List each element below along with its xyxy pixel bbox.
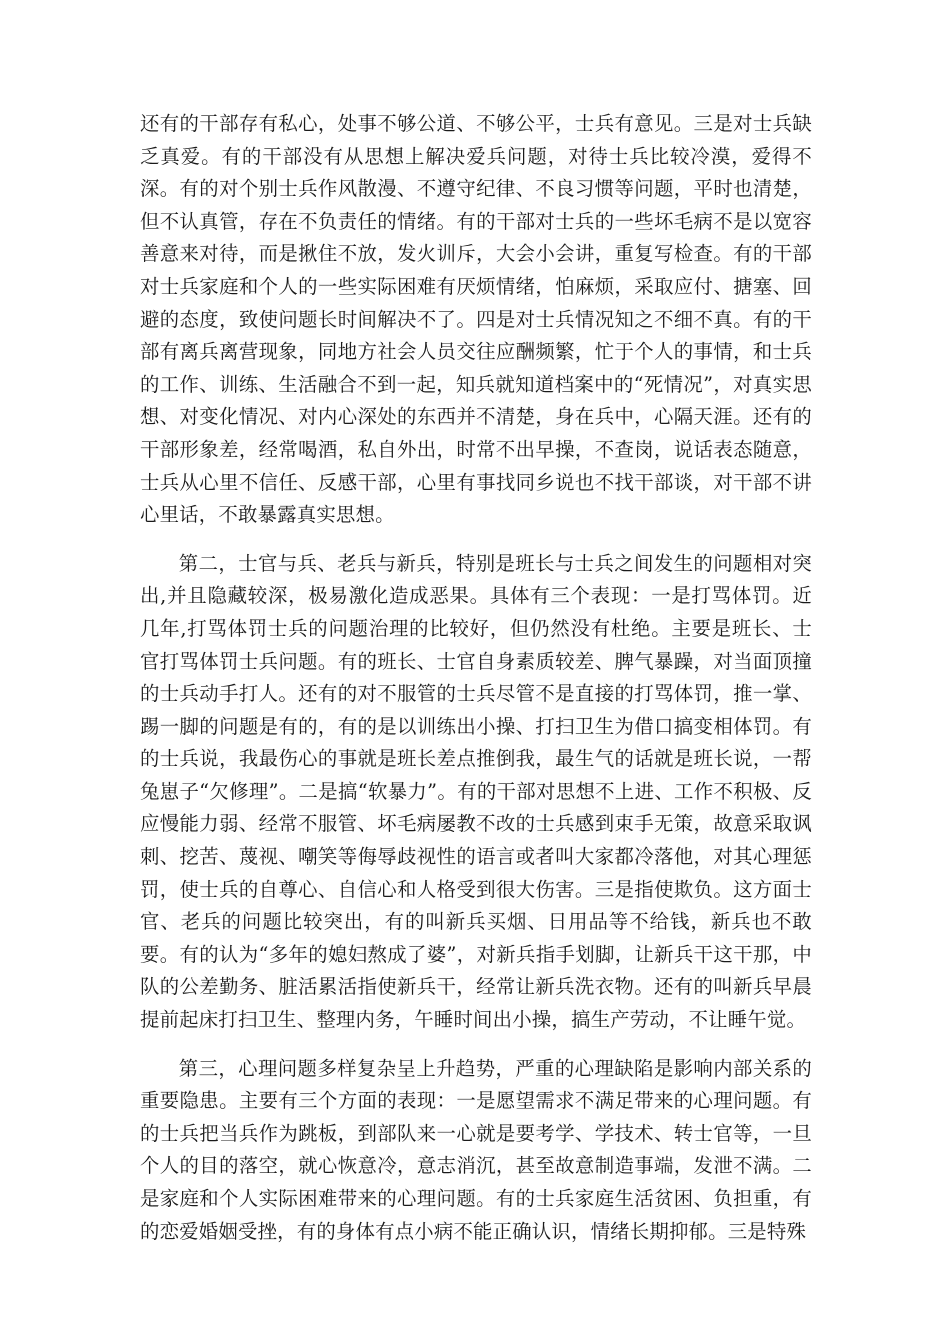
- paragraph-3: 第三，心理问题多样复杂呈上升趋势，严重的心理缺陷是影响内部关系的重要隐患。主要有三个方面的表现：一是愿望需求不满足带来的心理问题。有的士兵把当兵作为跳板，到部队来一心就是要考学、学技术、转士官等，一旦个人的目的落空，就心恢意冷，意志消沉，甚至故意制造事端，发泄不满。二是家庭和个人实际困难带来的心理问题。有的士兵家庭生活贫困、负担重，有的恋爱婚姻受挫，有的身体有点小病不能正确认识，情绪长期抑郁。三是特殊: [140, 1056, 812, 1243]
- document-page: [140, 108, 812, 1248]
- paragraph-2: 第二，士官与兵、老兵与新兵，特别是班长与士兵之间发生的问题相对突出,并且隐藏较深，极易激化造成恶果。具体有三个表现：一是打骂体罚。近几年,打骂体罚士兵的问题治理的比较好，但仍然没有杜绝。主要是班长、士官打骂体罚士兵问题。有的班长、士官自身素质较差、脾气暴躁，对当面顶撞的士兵动手打人。还有的对不服管的士兵尽管不是直接的打骂体罚，推一掌、踢一脚的问题是有的，有的是以训练出小操、打扫卫生为借口搞变相体罚。有的士兵说，我最伤心的事就是班长差点推倒我，最生气的话就是班长说，一帮兔崽子“欠修理”。二是搞“软暴力”。有的干部对思想不上进、工作不积极、反应慢能力弱、经常不服管、坏毛病屡教不改的士兵感到束手无策，故意采取讽刺、挖苦、蔑视、嘲笑等侮辱歧视性的语言或者叫大家都冷落他，对其心理惩罚，使士兵的自尊心、自信心和人格受到很大伤害。三是指使欺负。这方面士官、老兵的问题比较突出，有的叫新兵买烟、日用品等不给钱，新兵也不敢要。有的认为“多年的媳妇熬成了婆”，对新兵指手划脚，让新兵干这干那，中队的公差勤务、脏活累活指使新兵干，经常让新兵洗衣物。还有的叫新兵早晨提前起床打扫卫生、整理内务，午睡时间出小操，搞生产劳动，不让睡午觉。: [140, 551, 812, 1032]
- paragraph-1: 还有的干部存有私心，处事不够公道、不够公平，士兵有意见。三是对士兵缺乏真爱。有的干部没有从思想上解决爱兵问题，对待士兵比较冷漠，爱得不深。有的对个别士兵作风散漫、不遵守纪律、不良习惯等问题，平时也清楚，但不认真管，存在不负责任的情绪。有的干部对士兵的一些坏毛病不是以宽容善意来对待，而是揪住不放，发火训斥，大会小会讲，重复写检查。有的干部对士兵家庭和个人的一些实际困难有厌烦情绪，怕麻烦，采取应付、搪塞、回避的态度，致使问题长时间解决不了。四是对士兵情况知之不细不真。有的干部有离兵离营现象，同地方社会人员交往应酬频繁，忙于个人的事情，和士兵的工作、训练、生活融合不到一起，知兵就知道档案中的“死情况”，对真实思想、对变化情况、对内心深处的东西并不清楚，身在兵中，心隔天涯。还有的干部形象差，经常喝酒，私自外出，时常不出早操，不查岗，说话表态随意，士兵从心里不信任、反感干部，心里有事找同乡说也不找干部谈，对干部不讲心里话，不敢暴露真实思想。: [140, 112, 812, 527]
